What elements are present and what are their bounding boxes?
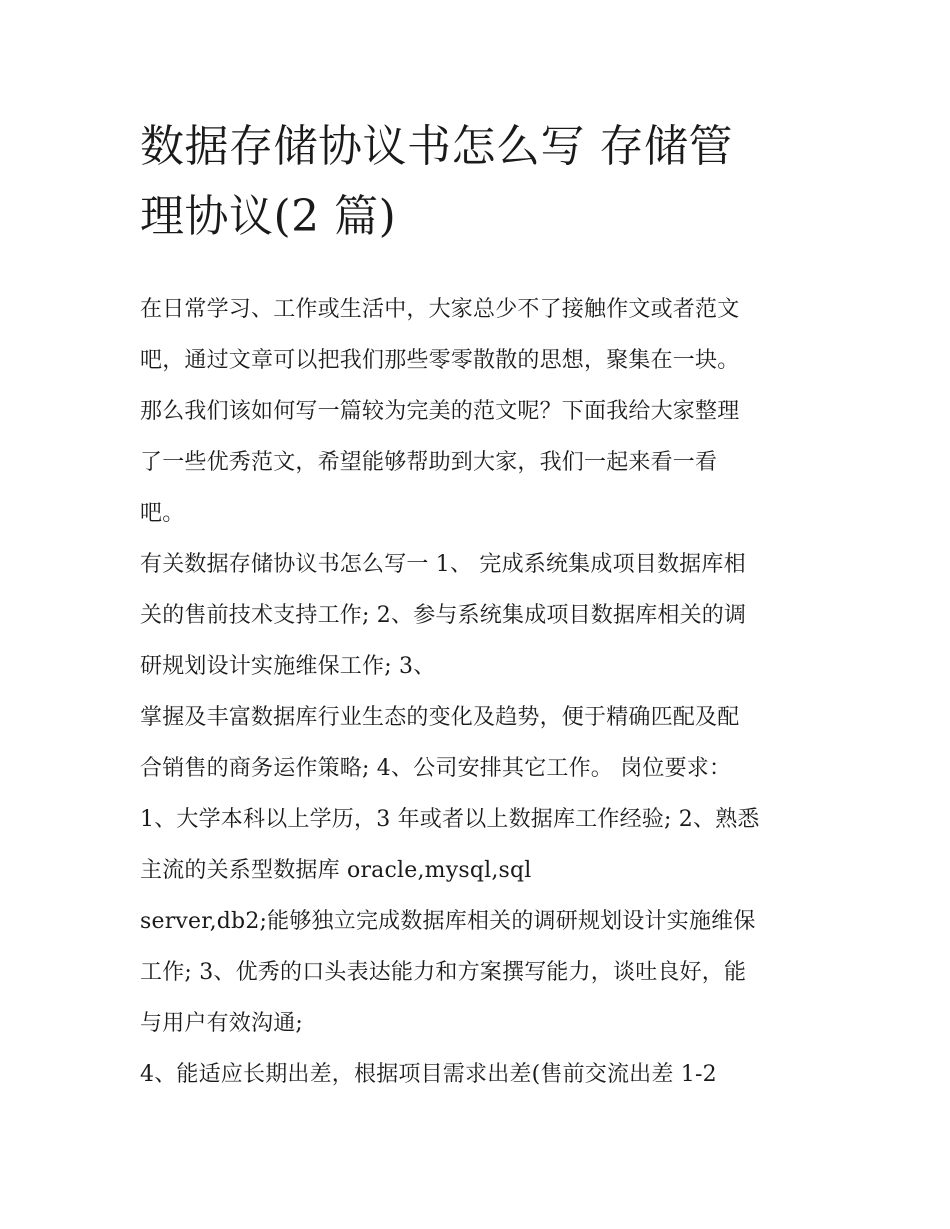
body-line: 掌握及丰富数据库行业生态的变化及趋势，便于精确匹配及配 xyxy=(140,705,740,730)
document-content xyxy=(140,112,820,1100)
title-line-2: 理协议(2 篇) xyxy=(140,191,397,242)
body-line: 关的售前技术支持工作; 2、参与系统集成项目数据库相关的调 xyxy=(140,603,747,628)
body-line: 1、大学本科以上学历，3 年或者以上数据库工作经验; 2、熟悉 xyxy=(140,807,760,832)
document-title xyxy=(140,112,820,252)
body-line: 了一些优秀范文，希望能够帮助到大家，我们一起来看一看 xyxy=(140,450,718,475)
body-line: 那么我们该如何写一篇较为完美的范文呢？下面我给大家整理 xyxy=(140,399,740,424)
body-line: 吧，通过文章可以把我们那些零零散散的思想，聚集在一块。 xyxy=(140,348,740,373)
body-line: server,db2;能够独立完成数据库相关的调研规划设计实施维保 xyxy=(140,909,756,934)
body-line: 工作; 3、优秀的口头表达能力和方案撰写能力，谈吐良好，能 xyxy=(140,960,747,985)
body-line: 主流的关系型数据库 oracle,mysql,sql xyxy=(140,858,532,883)
body-line: 与用户有效沟通; xyxy=(140,1011,304,1036)
body-line: 4、能适应长期出差，根据项目需求出差(售前交流出差 1-2 xyxy=(140,1062,717,1087)
body-line: 有关数据存储协议书怎么写一 1、 完成系统集成项目数据库相 xyxy=(140,552,746,577)
document-body xyxy=(140,284,820,1100)
body-line: 吧。 xyxy=(140,501,185,526)
body-line: 在日常学习、工作或生活中，大家总少不了接触作文或者范文 xyxy=(140,297,740,322)
body-line: 合销售的商务运作策略; 4、公司安排其它工作。 岗位要求： xyxy=(140,756,732,781)
body-line: 研规划设计实施维保工作; 3、 xyxy=(140,654,436,679)
title-line-1: 数据存储协议书怎么写 存储管 xyxy=(140,121,733,172)
